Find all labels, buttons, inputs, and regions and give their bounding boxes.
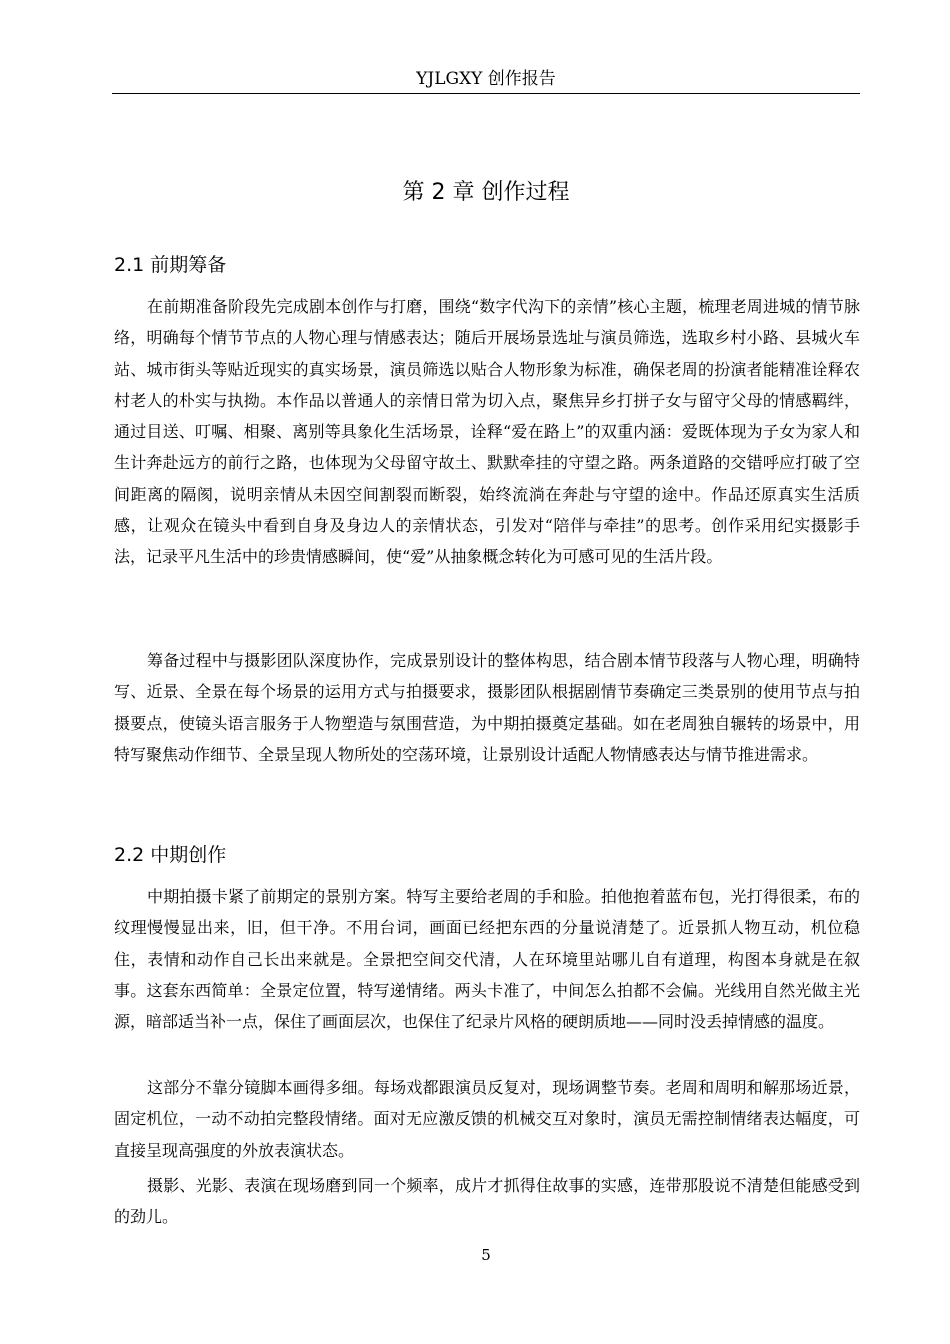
page-header: YJLGXY 创作报告 xyxy=(416,69,556,89)
page-number: 5 xyxy=(481,1246,491,1264)
section-2-2-paragraph-3: 摄影、光影、表演在现场磨到同一个频率，成片才抓得住故事的实感，连带那股说不清楚但能感受到的劲儿。 xyxy=(114,1176,860,1227)
section-2-1-paragraph-2: 筹备过程中与摄影团队深度协作，完成景别设计的整体构思，结合剧本情节段落与人物心理，明确特写、近景、全景在每个场景的运用方式与拍摄要求，摄影团队根据剧情节奏确定三类景别的使用节点与拍摄要点，使镜头语言服务于人物塑造与氛围营造，为中期拍摄奠定基础。如在老周独自辗转的场景中，用特写聚焦动作细节、全景呈现人物所处的空荡环境，让景别设计适配人物情感表达与情节推进需求。 xyxy=(114,651,860,764)
section-2-1-paragraph-1: 在前期准备阶段先完成剧本创作与打磨，围绕“数字代沟下的亲情”核心主题，梳理老周进城的情节脉络，明确每个情节节点的人物心理与情感表达；随后开展场景选址与演员筛选，选取乡村小路、县城火车站、城市街头等贴近现实的真实场景，演员筛选以贴合人物形象为标准，确保老周的扮演者能精准诠释农村老人的朴实与执拗。本作品以普通人的亲情日常为切入点，聚焦异乡打拼子女与留守父母的情感羁绊，通过目送、叮嘱、相聚、离别等具象化生活场景，诠释“爱在路上”的双重内涵：爱既体现为子女为家人和生计奔赴远方的前行之路，也体现为父母留守故土、默默牵挂的守望之路。两条道路的交错呼应打破了空间距离的隔阂，说明亲情从未因空间割裂而断裂，始终流淌在奔赴与守望的途中。作品还原真实生活质感，让观众在镜头中看到自身及身边人的亲情状态，引发对“陪伴与牵挂”的思考。创作采用纪实摄影手法，记录平凡生活中的珍贵情感瞬间，使“爱”从抽象概念转化为可感可见的生活片段。 xyxy=(114,297,860,567)
section-title-2-1: 2.1 前期筹备 xyxy=(114,254,227,276)
section-2-2-paragraph-1: 中期拍摄卡紧了前期定的景别方案。特写主要给老周的手和脸。拍他抱着蓝布包，光打得很柔，布的纹理慢慢显出来，旧，但干净。不用台词，画面已经把东西的分量说清楚了。近景抓人物互动，机位稳住，表情和动作自己长出来就是。全景把空间交代清，人在环境里站哪儿自有道理，构图本身就是在叙事。这套东西简单：全景定位置，特写递情绪。两头卡准了，中间怎么拍都不会偏。光线用自然光做主光源，暗部适当补一点，保住了画面层次，也保住了纪录片风格的硬朗质地——同时没丢掉情感的温度。 xyxy=(114,887,860,1032)
section-2-2-paragraph-2: 这部分不靠分镜脚本画得多细。每场戏都跟演员反复对，现场调整节奏。老周和周明和解那场近景，固定机位，一动不动拍完整段情绪。面对无应激反馈的机械交互对象时，演员无需控制情绪表达幅度，可直接呈现高强度的外放表演状态。 xyxy=(114,1078,860,1160)
header-divider xyxy=(112,93,860,94)
chapter-title: 第 2 章 创作过程 xyxy=(402,180,570,205)
section-title-2-2: 2.2 中期创作 xyxy=(114,844,227,866)
